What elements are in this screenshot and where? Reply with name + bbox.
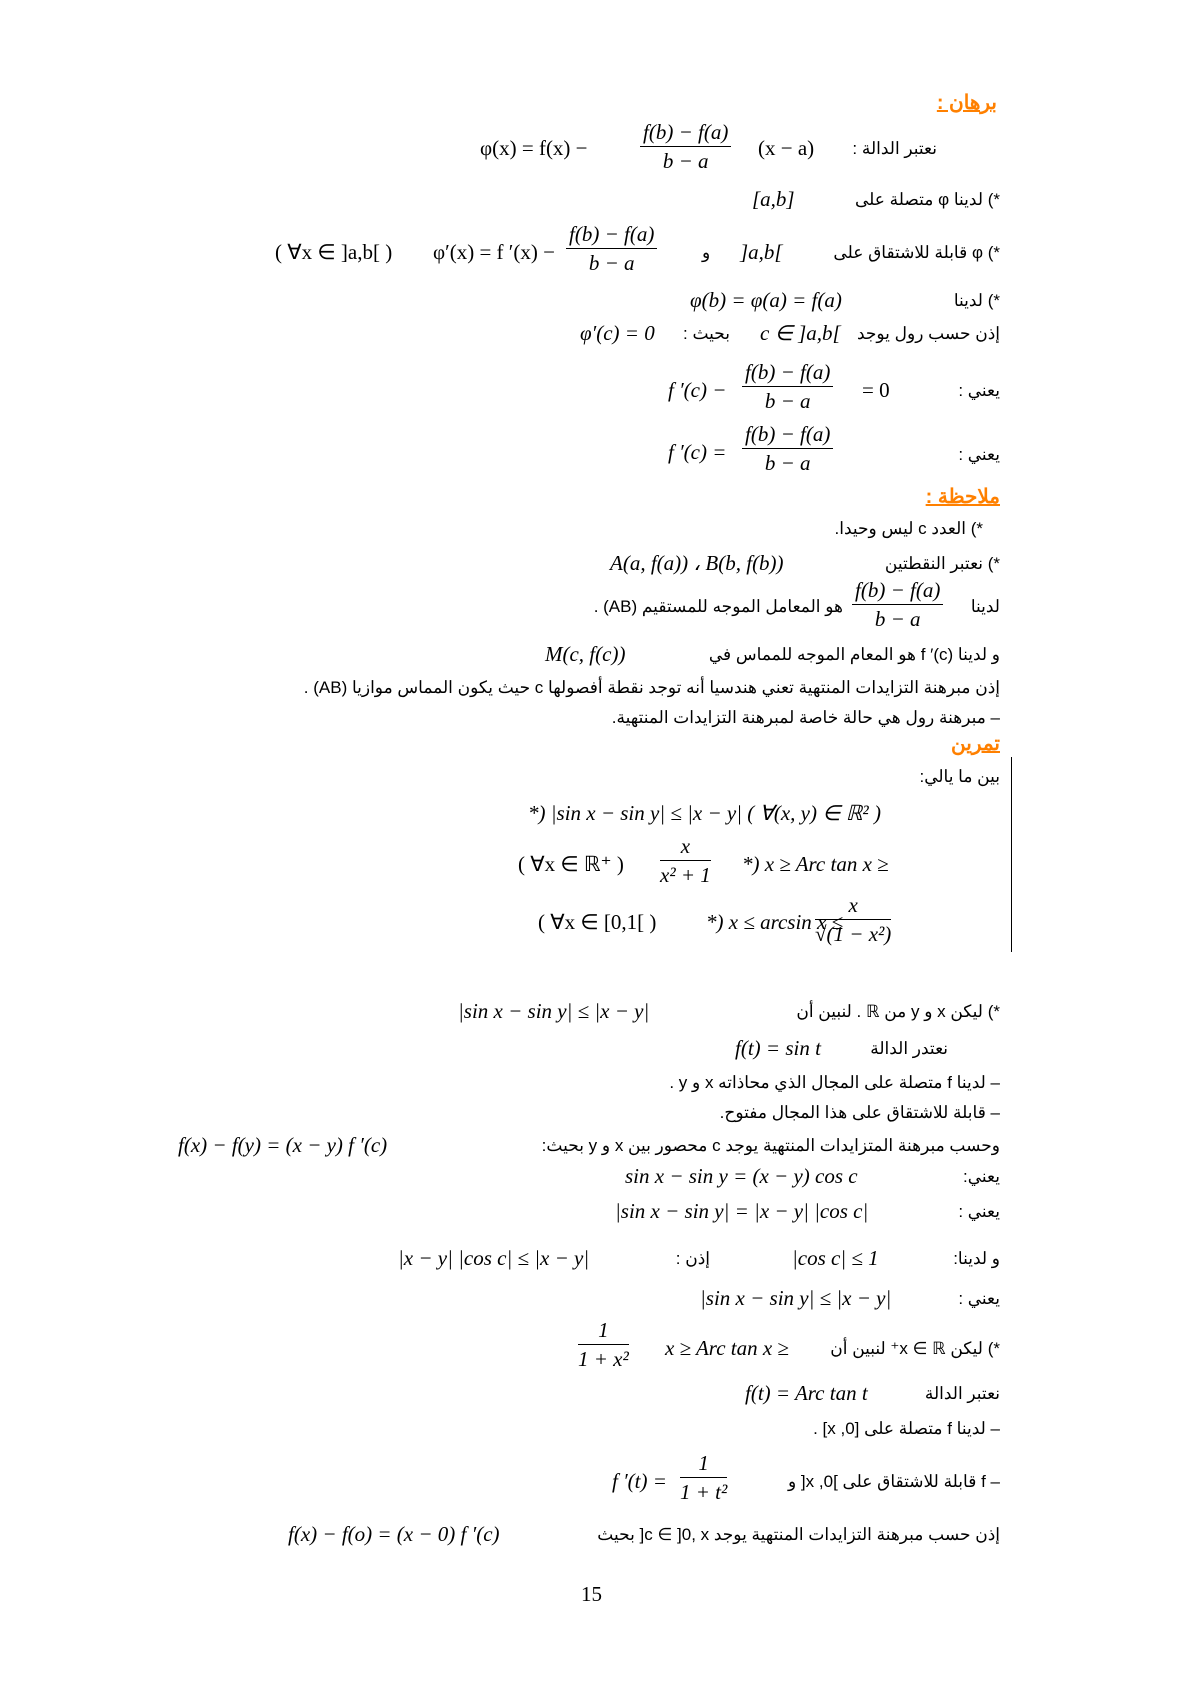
proof-line3-text: *) φ قابلة للاشتقاق على [833,243,1000,262]
solution-line1-text: *) ليكن x و y من ℝ . لنبين أن [796,1002,1000,1021]
solution-line13-fraction [680,1453,727,1503]
solution-line6-math: sin x − sin y = (x − y) cos c [625,1164,858,1188]
solution-line10-num: 1 [578,1320,629,1345]
solution-line12: – لدينا f متصلة على [0, x] . [813,1419,1000,1438]
exercise-item2-lhs: *) x ≥ Arc tan x ≥ [742,852,889,876]
solution-line3: – لدينا f متصلة على المجال الذي محاذاته x و y . [669,1073,1000,1092]
note-line3-fraction [852,580,943,630]
exercise-item3-den: √(1 − x²) [815,922,892,946]
solution-line13-num: 1 [680,1453,727,1478]
solution-line9-text: يعني : [958,1289,1000,1308]
page-number: 15 [581,1582,602,1606]
exercise-item3-num: x [815,895,891,920]
solution-line11-text: نعتبر الدالة [924,1384,1000,1403]
proof-line6-num: f(b) − f(a) [742,362,833,387]
proof-line5-tail-text: بحيث : [683,324,730,343]
solution-line14-text: إذن حسب مبرهنة التزايدات المنتهية يوجد c ∈ ]0, x[ بحيث [597,1525,1000,1544]
note-line1: *) العدد c ليس وحيدا. [834,519,983,538]
exercise-item3-condition: ( ∀x ∈ [0,1[ ) [538,910,657,934]
exercise-item2-condition: ( ∀x ∈ ℝ⁺ ) [518,852,624,876]
exercise-item2-num: x [660,836,711,861]
proof-heading: برهان : [936,92,997,114]
solution-line5-text: وحسب مبرهنة المتزايدات المنتهية يوجد c محصور بين x و y بحيث: [541,1136,1000,1155]
proof-line7-lhs: f ′(c) = [668,440,727,464]
note-line3-text-a: لدينا [970,597,1000,616]
note-line6: – مبرهنة رول هي حالة خاصة لمبرهنة التزايدات المنتهية. [611,708,1000,727]
proof-line2-text: *) لدينا φ متصلة على [854,190,1000,209]
proof-line1-lhs: φ(x) = f(x) − [480,136,588,160]
exercise-side-rule [1011,757,1012,952]
solution-line10-text: *) ليكن x ∈ ℝ⁺ لنبين أن [830,1339,1000,1358]
proof-line6-text: يعني : [958,381,1000,400]
solution-line14-math: f(x) − f(o) = (x − 0) f ′(c) [288,1522,500,1546]
solution-line8-math-b: |x − y| |cos c| ≤ |x − y| [398,1246,590,1270]
note-line3-num: f(b) − f(a) [852,580,943,605]
solution-line8-text-a: و لدينا: [953,1249,1000,1268]
proof-line6-lhs: f ′(c) − [668,378,727,402]
proof-line1-den: b − a [662,149,709,173]
solution-line2-math: f(t) = sin t [735,1036,821,1060]
exercise-item3-lhs: *) x ≤ arcsin x ≤ [706,910,844,934]
solution-line8-math-a: |cos c| ≤ 1 [792,1246,879,1270]
note-heading: ملاحظة : [925,486,1000,508]
note-line3-den: b − a [874,607,921,631]
solution-line10-den: 1 + x² [578,1347,629,1371]
proof-line7-num: f(b) − f(a) [742,424,833,449]
proof-line7-fraction [742,424,833,474]
proof-line1-tail: (x − a) [758,136,815,160]
exercise-item2-den: x² + 1 [660,863,711,887]
proof-line3-and: و [702,243,711,262]
solution-line7-math: |sin x − sin y| = |x − y| |cos c| [615,1199,869,1223]
proof-line3-den: b − a [588,251,635,275]
solution-line13-text: – f قابلة للاشتقاق على ]0, x[ و [787,1472,1000,1491]
exercise-item2-fraction [660,836,711,886]
exercise-item1: *) |sin x − sin y| ≤ |x − y| ( ∀(x, y) ∈ ℝ² ) [528,801,881,825]
exercise-intro: بين ما يالي: [919,767,1000,786]
proof-line6-fraction [742,362,833,412]
proof-line6-den: b − a [764,389,811,413]
solution-line6-text: يعني: [963,1167,1000,1186]
proof-line4-math: φ(b) = φ(a) = f(a) [690,288,842,312]
solution-line1-math: |sin x − sin y| ≤ |x − y| [458,999,650,1023]
note-line4-math: M(c, f(c)) [545,642,626,666]
proof-line3-fraction [566,224,657,274]
proof-line5-text: إذن حسب رول يوجد [856,324,1000,343]
proof-line7-den: b − a [764,451,811,475]
proof-line5-interval: c ∈ ]a,b[ [760,321,841,345]
exercise-item3-fraction [815,895,891,945]
note-line5: إذن مبرهنة التزايدات المنتهية تعني هندسيا أنه توجد نقطة أفصولها c حيث يكون المماس موازيا (AB) . [303,678,1000,697]
proof-line3-lhs: φ′(x) = f ′(x) − [433,240,555,264]
solution-line10-math: x ≥ Arc tan x ≥ [665,1336,789,1360]
proof-line3-interval: ]a,b[ [740,240,783,264]
proof-line2-math: [a,b] [752,187,795,211]
solution-line4: – قابلة للاشتقاق على هذا المجال مفتوح. [719,1103,1000,1122]
solution-line13-den: 1 + t² [680,1480,728,1504]
proof-line6-rhs: = 0 [862,378,890,402]
proof-line3-condition: ( ∀x ∈ ]a,b[ ) [275,240,393,264]
solution-line2-text: نعتدر الدالة [870,1039,948,1058]
solution-line7-text: يعني : [958,1202,1000,1221]
note-line3-text-b: هو المعامل الموجه للمستقيم (AB) . [593,597,843,616]
solution-line11-math: f(t) = Arc tan t [745,1381,868,1405]
proof-line1-fraction [640,122,731,172]
solution-line9-math: |sin x − sin y| ≤ |x − y| [700,1286,892,1310]
proof-line5-math: φ′(c) = 0 [580,321,655,345]
solution-line8-text-b: إذن : [675,1249,710,1268]
proof-line7-text: يعني : [958,445,1000,464]
note-line4-text: و لدينا f ′(c) هو المعام الموجه للمماس في [708,645,1000,664]
exercise-heading: تمرين [951,733,1000,755]
proof-line1-num: f(b) − f(a) [640,122,731,147]
solution-line10-fraction [578,1320,629,1370]
proof-line4-text: *) لدينا [953,291,1000,310]
solution-line13-math: f ′(t) = [612,1469,667,1493]
proof-line3-num: f(b) − f(a) [566,224,657,249]
note-line2-text: *) نعتبر النقطتين [884,554,1000,573]
proof-line1-text: نعتبر الدالة : [852,139,937,158]
solution-line5-math: f(x) − f(y) = (x − y) f ′(c) [178,1133,388,1157]
note-line2-math: A(a, f(a)) ، B(b, f(b)) [610,551,784,575]
